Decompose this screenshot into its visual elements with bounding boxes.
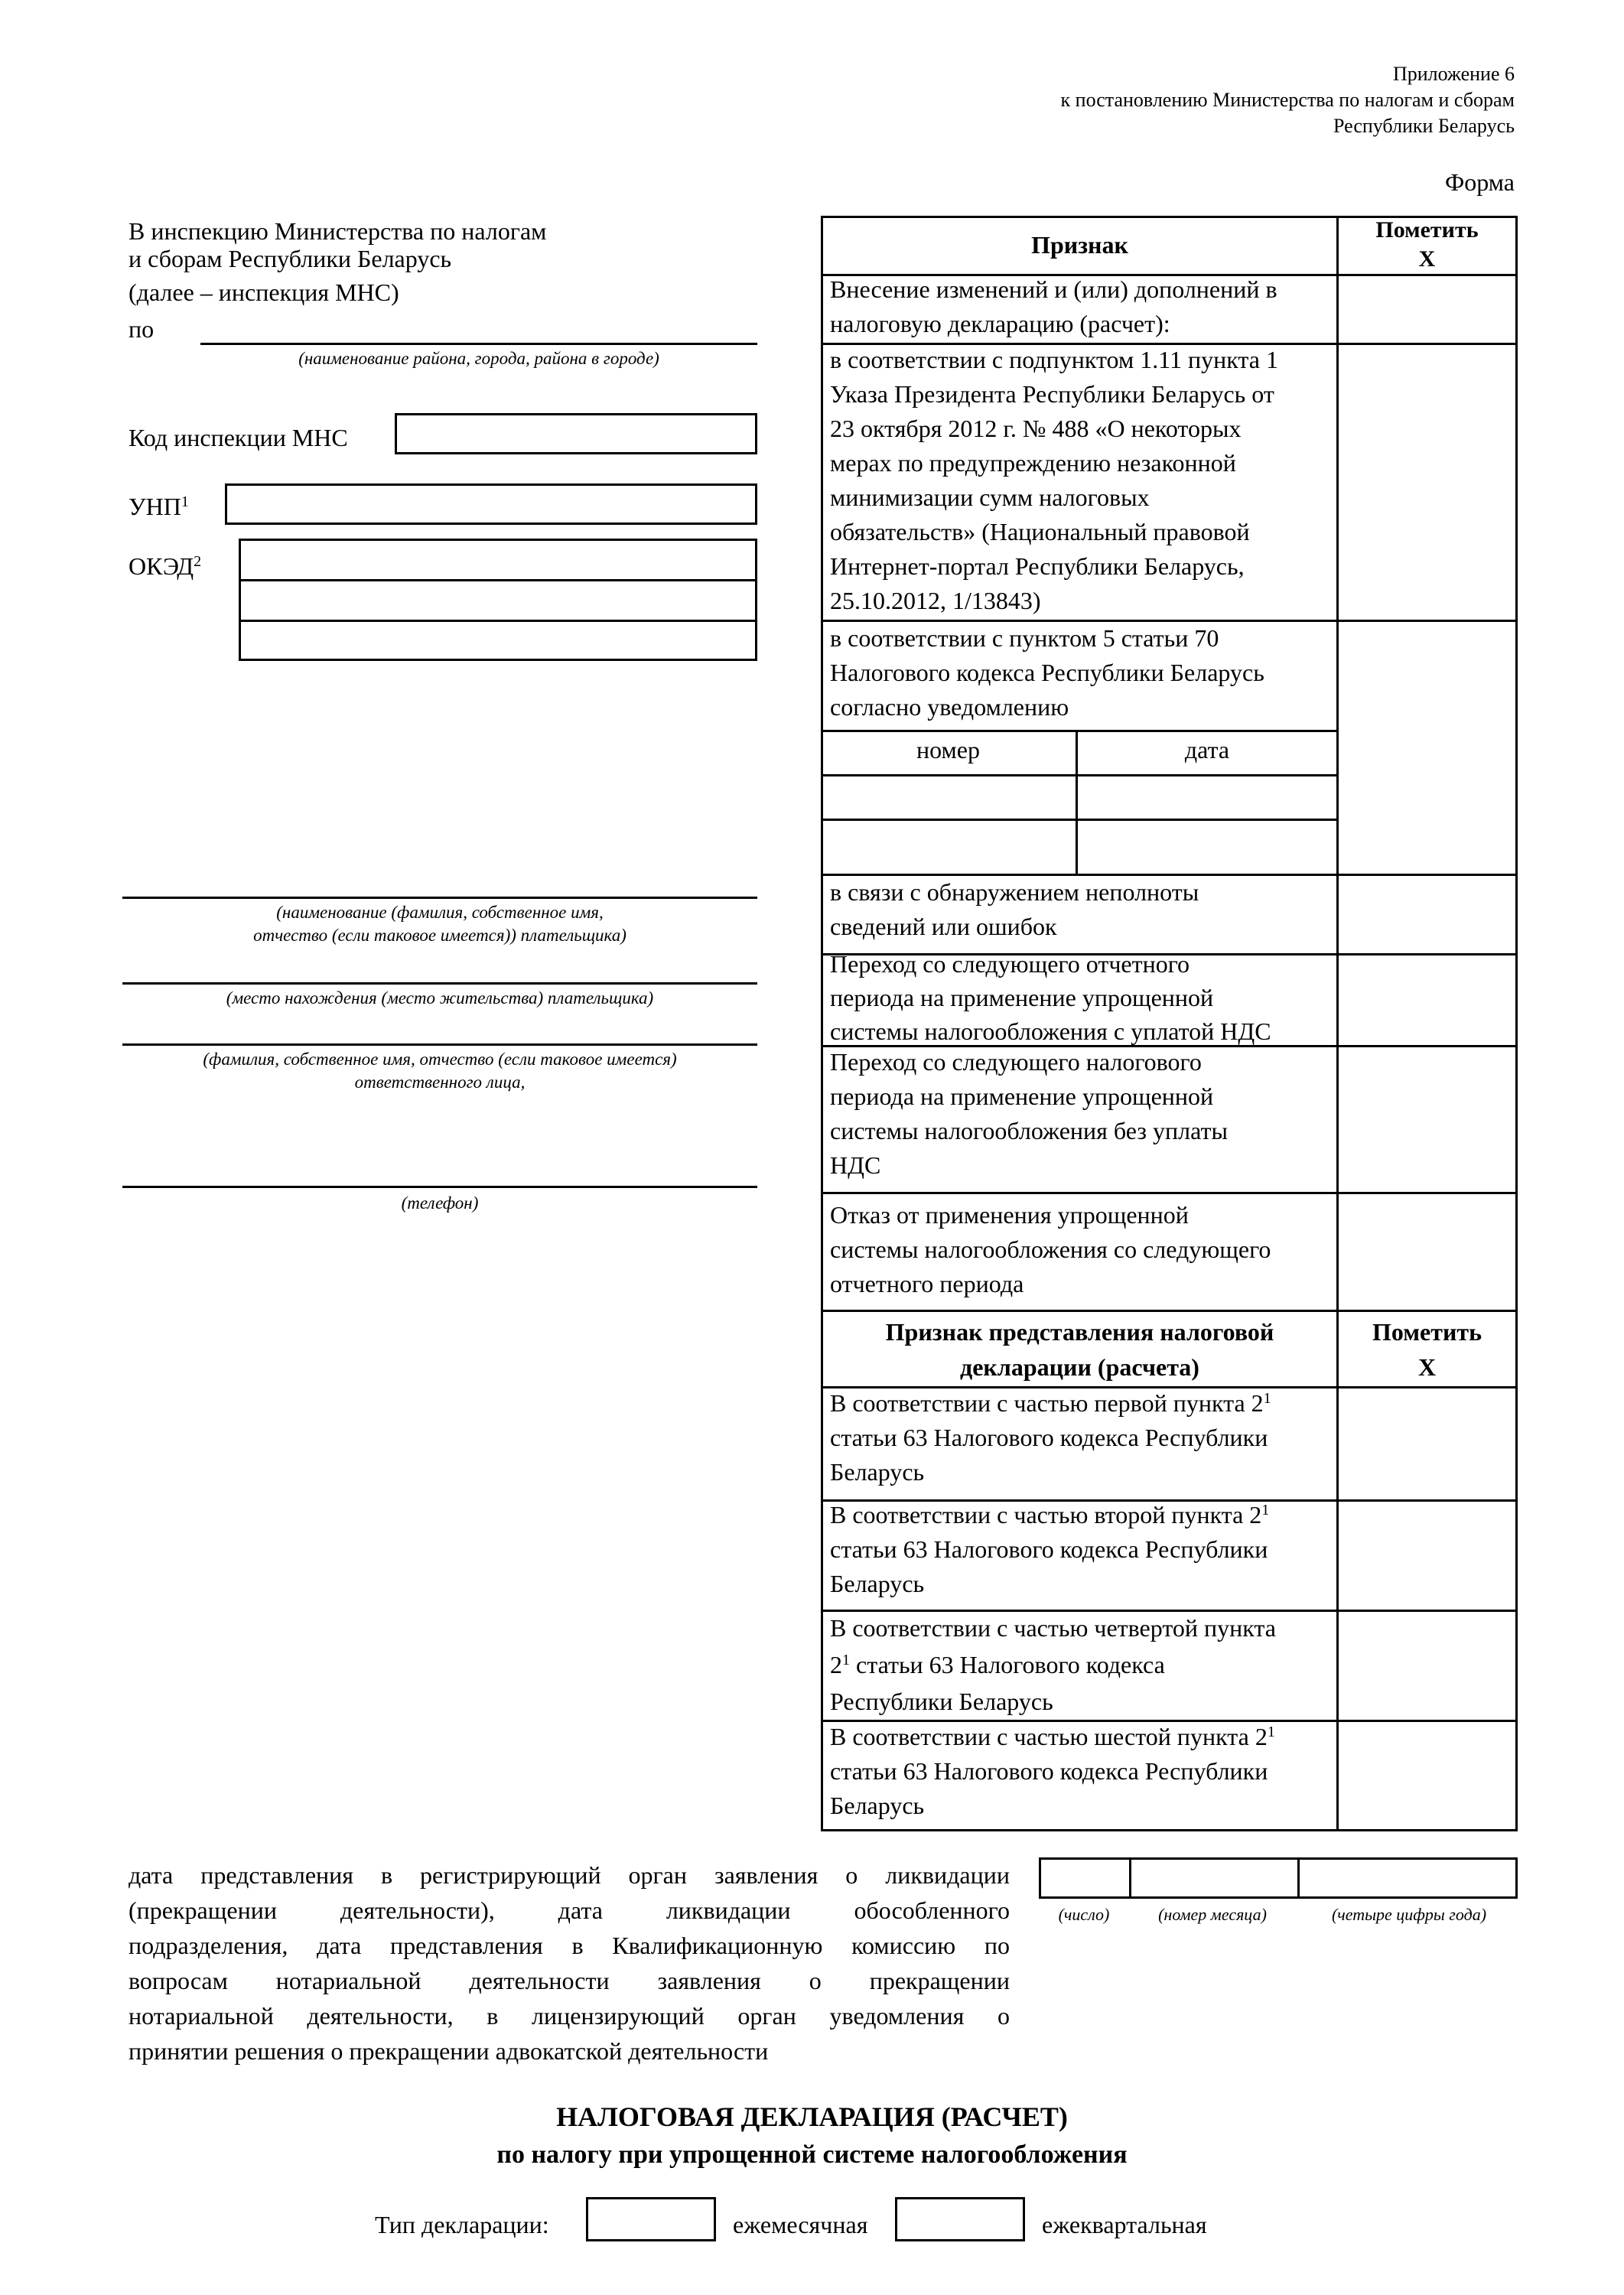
- oked-field-group: [239, 539, 757, 661]
- payer-caption-2: отчество (если таковое имеется)) плательщика): [253, 926, 626, 945]
- row5-l1: Переход со следующего отчетного: [830, 950, 1190, 978]
- row3-l3: согласно уведомлению: [830, 693, 1069, 721]
- row6-l3: системы налогообложения без уплаты: [830, 1117, 1228, 1144]
- row-errors: [821, 875, 1336, 944]
- r2-l3: Беларусь: [830, 1570, 925, 1597]
- year-caption: (четыре цифры года): [1331, 1905, 1487, 1924]
- r3-l1: В соответствии с частью четвертой пункта: [830, 1614, 1276, 1642]
- submission-sign-head: [823, 1314, 1336, 1385]
- row2-l1: в соответствии с подпунктом 1.11 пункта 1: [830, 346, 1278, 373]
- sign-table-head: Признак: [1031, 231, 1128, 259]
- month-caption: (номер месяца): [1158, 1905, 1267, 1924]
- submission-mark-2: Х: [1417, 1353, 1437, 1381]
- liq-l1: дата представления в регистрирующий орган заявления о ликвидации: [129, 1861, 1010, 1889]
- r3-num: 2: [830, 1651, 842, 1678]
- po-label: по: [129, 315, 155, 343]
- r2-l1: [830, 1498, 1332, 1532]
- row2-l6: обязательств» (Национальный правовой: [830, 518, 1250, 545]
- appendix-header: [1061, 61, 1515, 139]
- mark-head-2: Х: [1418, 246, 1436, 272]
- notice-number-label: номер: [916, 736, 980, 763]
- row-part-two: [821, 1498, 1336, 1601]
- submission-mark-head: [1339, 1314, 1515, 1385]
- person-caption-2: ответственного лица,: [354, 1073, 526, 1092]
- mark-part-one[interactable]: [1339, 1388, 1515, 1499]
- unp-text: УНП: [129, 493, 181, 520]
- r1-text: В соответствии с частью первой пункта 2: [830, 1389, 1264, 1417]
- row-part-one: [821, 1386, 1336, 1489]
- oked-divider-2: [241, 620, 755, 622]
- date-day-field[interactable]: [1041, 1860, 1127, 1896]
- row-switch-with-vat: [821, 947, 1336, 1048]
- row4-l1: в связи с обнаружением неполноты: [830, 878, 1199, 906]
- day-caption: (число): [1058, 1905, 1110, 1924]
- liquidation-paragraph: [129, 1857, 1010, 2069]
- submission-mark-1: Пометить: [1372, 1318, 1482, 1346]
- addressee-line1: В инспекцию Министерства по налогам: [129, 217, 547, 245]
- row-amendment: [821, 272, 1336, 341]
- r3-text: статьи 63 Налогового кодекса: [850, 1651, 1165, 1678]
- date-month-field[interactable]: [1129, 1860, 1295, 1896]
- addressee: [129, 216, 546, 308]
- unp-footnote: 1: [181, 493, 189, 510]
- mark-switch-without-vat[interactable]: [1339, 1047, 1515, 1191]
- inspection-code-field[interactable]: [395, 413, 757, 454]
- oked-text: ОКЭД: [129, 552, 194, 580]
- oked-divider-1: [241, 579, 755, 581]
- r1-l3: Беларусь: [830, 1458, 925, 1486]
- mark-part-four[interactable]: [1339, 1612, 1515, 1720]
- liq-l5: нотариальной деятельности, в лицензирующий орган уведомления о: [129, 2002, 1010, 2030]
- addressee-line2: и сборам Республики Беларусь: [129, 245, 452, 272]
- row3-l2: Налогового кодекса Республики Беларусь: [830, 659, 1264, 686]
- row7-l1: Отказ от применения упрощенной: [830, 1201, 1189, 1229]
- unp-field[interactable]: [225, 483, 757, 525]
- appendix-line1: Приложение 6: [1392, 63, 1515, 85]
- notice-date-field-2[interactable]: [1078, 821, 1336, 873]
- mark-part-two[interactable]: [1339, 1502, 1515, 1610]
- oked-footnote: 2: [194, 553, 202, 570]
- submission-head-2: декларации (расчета): [960, 1353, 1199, 1381]
- date-year-field[interactable]: [1297, 1860, 1515, 1896]
- liq-l3: подразделения, дата представления в Квалификационную комиссию по: [129, 1932, 1010, 1959]
- r2-text: В соответствии с частью второй пункта 2: [830, 1501, 1262, 1528]
- row5-l2: периода на применение упрощенной: [830, 984, 1214, 1011]
- r4-sup: 1: [1267, 1724, 1275, 1740]
- person-line[interactable]: [122, 1043, 757, 1046]
- row6-l1: Переход со следующего налогового: [830, 1048, 1202, 1076]
- district-caption: (наименование района, города, района в городе): [298, 349, 659, 368]
- r3-l3: Республики Беларусь: [830, 1688, 1053, 1715]
- row2-l7: Интернет-портал Республики Беларусь,: [830, 552, 1245, 580]
- row-part-four: [821, 1610, 1336, 1720]
- notice-number-field-2[interactable]: [823, 821, 1076, 873]
- quarterly-checkbox[interactable]: [895, 2197, 1025, 2241]
- r1-l1: [830, 1386, 1332, 1421]
- r1-l2: статьи 63 Налогового кодекса Республики: [830, 1424, 1268, 1451]
- mark-amendment[interactable]: [1339, 276, 1515, 343]
- row5-l3: системы налогообложения с уплатой НДС: [830, 1017, 1271, 1045]
- district-line[interactable]: [200, 343, 757, 345]
- appendix-line3: Республики Беларусь: [1333, 115, 1515, 137]
- r1-sup: 1: [1263, 1390, 1271, 1407]
- row2-l4: мерах по предупреждению незаконной: [830, 449, 1236, 477]
- r3-sup: 1: [842, 1652, 850, 1668]
- decl-type-label: Тип декларации:: [375, 2211, 549, 2238]
- mark-part-six[interactable]: [1339, 1722, 1515, 1829]
- unp-label: [129, 491, 189, 522]
- liq-l6: принятии решения о прекращении адвокатской деятельности: [129, 2037, 769, 2065]
- r4-l3: Беларусь: [830, 1792, 925, 1819]
- phone-caption: (телефон): [401, 1193, 479, 1213]
- notice-number-field-1[interactable]: [823, 776, 1076, 819]
- monthly-checkbox[interactable]: [586, 2197, 716, 2241]
- notice-date-label: дата: [1184, 736, 1230, 763]
- payer-caption-1: (наименование (фамилия, собственное имя,: [276, 903, 604, 922]
- row-decree-488: [821, 343, 1336, 618]
- row7-l3: отчетного периода: [830, 1270, 1024, 1297]
- row-divider: [821, 1310, 1518, 1312]
- row6-l4: НДС: [830, 1151, 881, 1179]
- declaration-title: НАЛОГОВАЯ ДЕКЛАРАЦИЯ (РАСЧЕТ): [556, 2101, 1068, 2132]
- mark-decree-488[interactable]: [1339, 345, 1515, 619]
- row-amendment-line2: налоговую декларацию (расчет):: [830, 310, 1170, 337]
- oked-label: [129, 551, 201, 581]
- notice-date-field-1[interactable]: [1078, 776, 1336, 819]
- mark-head-1: Пометить: [1375, 217, 1479, 243]
- payer-name-line[interactable]: [122, 897, 757, 899]
- location-caption: (место нахождения (место жительства) плательщика): [226, 988, 654, 1008]
- r4-text: В соответствии с частью шестой пункта 2: [830, 1723, 1268, 1750]
- row-amendment-line1: Внесение изменений и (или) дополнений в: [830, 275, 1277, 303]
- row-part-six: [821, 1720, 1336, 1823]
- r2-sup: 1: [1261, 1502, 1270, 1519]
- addressee-line3: (далее – инспекция МНС): [129, 278, 399, 306]
- person-caption: [122, 1048, 757, 1094]
- liq-l4: вопросам нотариальной деятельности заявления о прекращении: [129, 1967, 1010, 1994]
- submission-head-1: Признак представления налоговой: [885, 1318, 1274, 1346]
- r2-l2: статьи 63 Налогового кодекса Республики: [830, 1535, 1268, 1563]
- row2-l5: минимизации сумм налоговых: [830, 483, 1150, 511]
- r4-l2: статьи 63 Налогового кодекса Республики: [830, 1757, 1268, 1785]
- appendix-line2: к постановлению Министерства по налогам и сборам: [1060, 89, 1515, 111]
- row2-l2: Указа Президента Республики Беларусь от: [830, 380, 1274, 408]
- phone-line[interactable]: [122, 1186, 757, 1188]
- row7-l2: системы налогообложения со следующего: [830, 1235, 1271, 1263]
- row2-l3: 23 октября 2012 г. № 488 «О некоторых: [830, 415, 1242, 442]
- row4-l2: сведений или ошибок: [830, 913, 1057, 940]
- row6-l2: периода на применение упрощенной: [830, 1082, 1214, 1110]
- row-refusal: [821, 1198, 1336, 1301]
- code-label: Код инспекции МНС: [129, 424, 348, 451]
- mark-switch-with-vat[interactable]: [1339, 955, 1515, 1044]
- r3-l2: [830, 1646, 1332, 1683]
- row3-l1: в соответствии с пунктом 5 статьи 70: [830, 624, 1219, 652]
- location-line[interactable]: [122, 982, 757, 985]
- form-label: Форма: [1444, 168, 1515, 196]
- mark-head: [1339, 216, 1515, 274]
- row-divider: [821, 730, 1336, 732]
- mark-errors[interactable]: [1339, 876, 1515, 952]
- row2-l8: 25.10.2012, 1/13843): [830, 587, 1041, 614]
- liq-l2: (прекращении деятельности), дата ликвидации обособленного: [129, 1896, 1010, 1924]
- person-caption-1: (фамилия, собственное имя, отчество (если таковое имеется): [203, 1050, 677, 1069]
- mark-article-70[interactable]: [1339, 622, 1515, 873]
- monthly-label: ежемесячная: [733, 2211, 868, 2238]
- payer-caption: [122, 901, 757, 947]
- declaration-subtitle: по налогу при упрощенной системе налогообложения: [496, 2140, 1128, 2169]
- mark-refusal[interactable]: [1339, 1194, 1515, 1309]
- quarterly-label: ежеквартальная: [1042, 2211, 1207, 2238]
- r4-l1: [830, 1720, 1332, 1754]
- row-switch-without-vat: [821, 1045, 1336, 1183]
- row-article-70: [821, 621, 1336, 724]
